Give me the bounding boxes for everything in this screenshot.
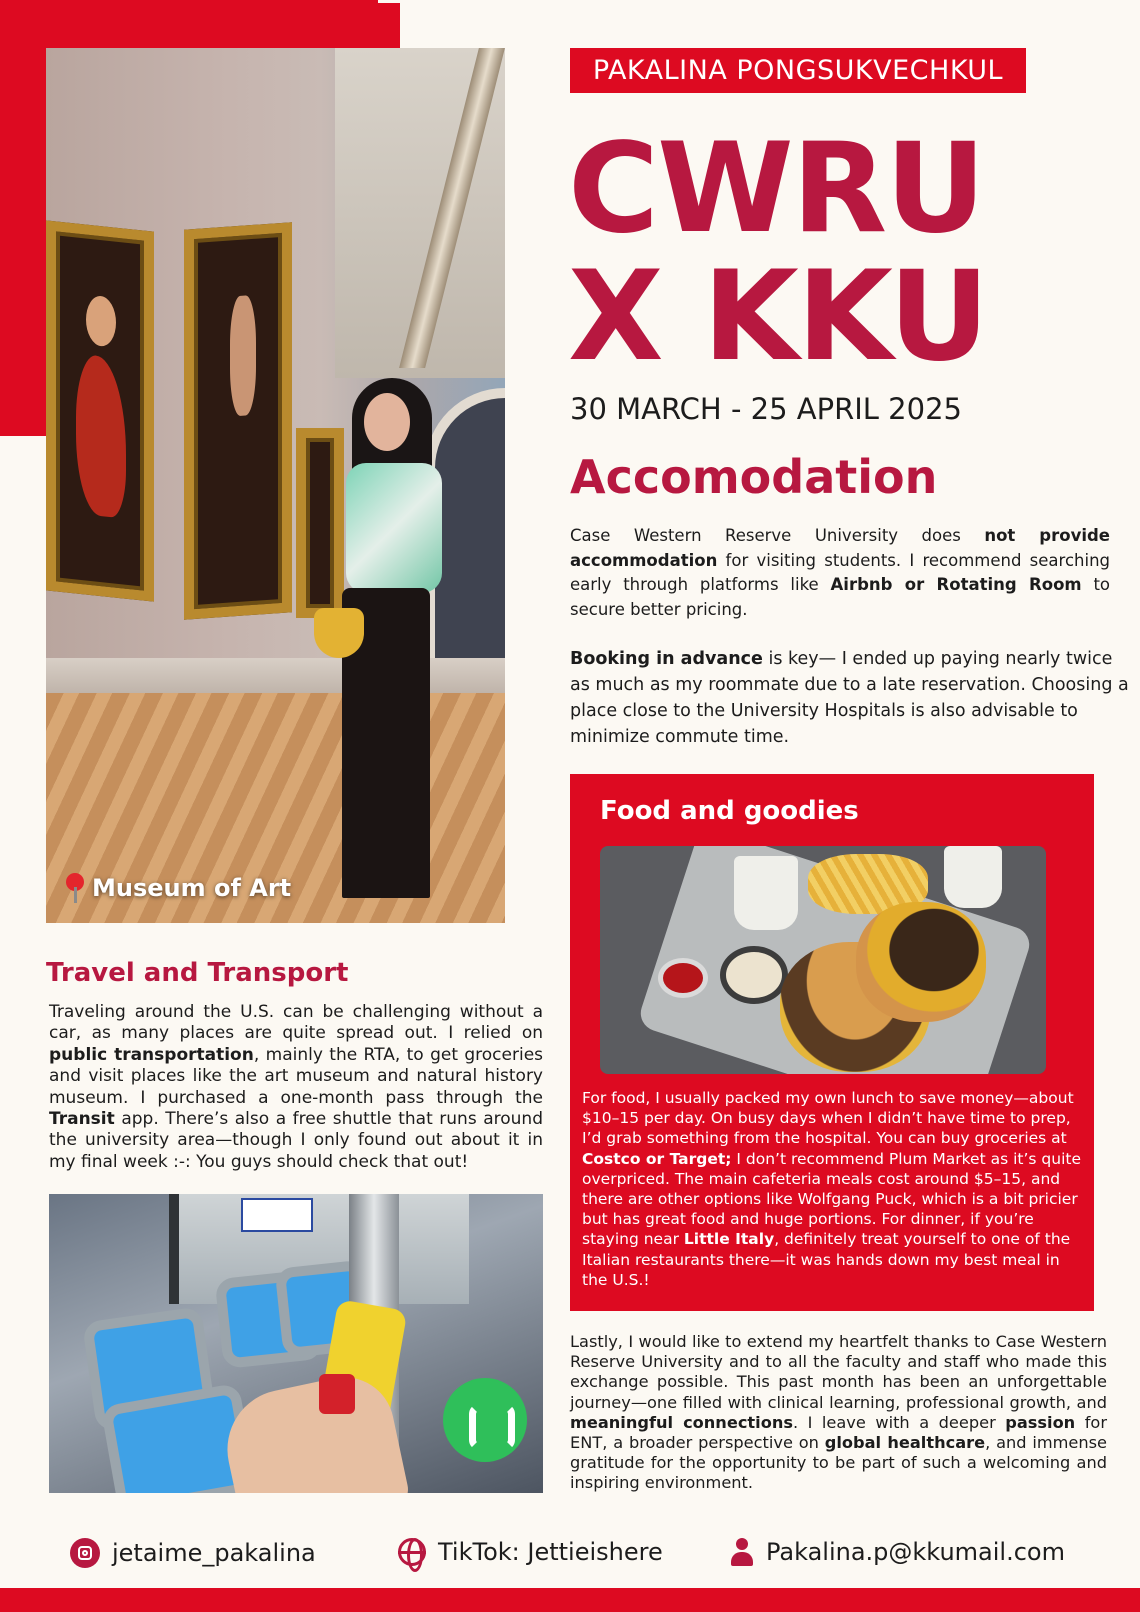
gallery-wainscot: [46, 658, 505, 698]
travel-heading: Travel and Transport: [46, 958, 349, 988]
bold-run: public transportation: [49, 1044, 254, 1065]
food-panel: [570, 774, 1094, 1311]
text-run: is key— I ended up paying nearly twice as much as my roommate due to a late reservation. Choosing a place close to the University Hospitals is also advisable to minimize commute time.: [570, 649, 1129, 747]
headline-line-1: CWRU: [568, 117, 984, 261]
text-run: Lastly, I would like to extend my heartfelt thanks to Case Western Reserve University and to all the faculty and staff who made this exchange possible. This past month has been an unforgettable journey—one filled with clinical learning, professional growth, and: [570, 1332, 1107, 1412]
bold-run: passion: [1005, 1412, 1076, 1432]
paper-cup: [944, 846, 1002, 908]
instagram-icon: [70, 1538, 100, 1568]
footer-instagram[interactable]: [70, 1538, 316, 1568]
text-run: I don’t recommend Plum Market as it’s quite overpriced. The main cafeteria meals cost around $5–15, and there are other options like Wolfgang Puck, which is a bit pricier but has great food and huge portions. For dinner, if you’re staying near: [582, 1149, 1081, 1249]
transit-app-logo-icon: [443, 1378, 527, 1462]
food-heading: Food and goodies: [600, 796, 859, 826]
text-run: . I leave with a deeper: [792, 1412, 1006, 1432]
instagram-handle[interactable]: jetaime_pakalina: [112, 1539, 316, 1567]
text-run: to secure better pricing.: [570, 575, 1111, 619]
bold-run: global healthcare: [824, 1433, 986, 1453]
burger: [856, 902, 986, 1022]
bold-run: Transit: [49, 1109, 115, 1130]
text-run: , mainly the RTA, to get groceries and visit places like the art museum and natural history museum. I purchased a one-month pass through the: [49, 1044, 544, 1108]
bold-run: Costco or Target;: [582, 1149, 732, 1168]
text-run: for visiting students. I recommend searching early through platforms like: [570, 550, 1110, 594]
painting-frame: [184, 222, 292, 620]
bold-run: not provide accommodation: [570, 526, 1110, 570]
text-run: Case Western Reserve University does: [570, 526, 985, 545]
text-run: For food, I usually packed my own lunch to save money—about $10–15 per day. On busy days when I didn’t have time to prep, I’d grab something from the hospital. You can buy groceries at: [582, 1089, 1074, 1148]
sauce-cup: [720, 946, 788, 1004]
program-dates: 30 MARCH - 25 APRIL 2025: [570, 392, 962, 426]
text-run: for ENT, a broader perspective on: [570, 1412, 1107, 1453]
paper-cup: [734, 856, 798, 930]
painting-figure-head: [86, 295, 116, 348]
globe-icon: [398, 1538, 426, 1566]
person-bag: [314, 608, 364, 658]
email-address[interactable]: Pakalina.p@kkumail.com: [766, 1538, 1065, 1566]
red-corner-band-top: [0, 0, 400, 48]
ketchup-cup: [658, 958, 708, 998]
food-paragraph: [582, 1088, 1088, 1290]
map-pin-icon: [64, 873, 86, 903]
name-badge: PAKALINA PONGSUKVECHKUL: [570, 48, 1026, 93]
person-icon: [730, 1538, 754, 1566]
accommodation-paragraph-2: [570, 646, 1130, 750]
bus-photo: [49, 1194, 543, 1493]
headline-line-2: X KKU: [568, 245, 988, 389]
text-run: , definitely treat yourself to one of the Italian restaurants there—it was hands down my best meal in the U.S.!: [582, 1230, 1071, 1289]
closing-paragraph: [570, 1332, 1107, 1494]
stop-button: [319, 1374, 355, 1414]
footer-tiktok[interactable]: [398, 1538, 663, 1566]
tiktok-handle[interactable]: TikTok: Jettieishere: [438, 1538, 663, 1566]
food-photo: [600, 846, 1046, 1074]
bold-run: Little Italy: [683, 1230, 775, 1249]
travel-paragraph: [49, 1002, 543, 1173]
person-face: [364, 393, 410, 451]
museum-caption-text: Museum of Art: [92, 874, 292, 902]
text-run: app. There’s also a free shuttle that runs around the university area—though I only found out about it in my final week :-: You guys should check that out!: [49, 1109, 543, 1172]
text-run: , and immense gratitude for the opportunity to be part of such a welcoming and inspiring environment.: [570, 1433, 1107, 1493]
painting-figure: [230, 295, 256, 417]
painting-red-drape: [76, 353, 126, 518]
museum-caption: [64, 873, 291, 903]
wheelchair-seating-sign: [241, 1198, 313, 1232]
red-corner-band-side: [0, 0, 46, 436]
bold-run: Booking in advance: [570, 649, 763, 669]
accommodation-paragraph-1: [570, 524, 1110, 622]
accommodation-heading: Accomodation: [570, 450, 938, 504]
text-run: Traveling around the U.S. can be challenging without a car, as many places are quite spread out. I relied on: [49, 1002, 543, 1044]
painting-frame: [296, 428, 344, 618]
painting-frame: [46, 220, 154, 601]
footer-email[interactable]: [730, 1538, 1065, 1566]
red-bottom-bar: [0, 1588, 1140, 1612]
person-sweater: [346, 463, 442, 593]
red-corner-notch: [378, 0, 400, 3]
headline: [568, 117, 988, 389]
bold-run: meaningful connections: [570, 1412, 793, 1432]
museum-photo: [46, 48, 505, 923]
bold-run: Airbnb or Rotating Room: [830, 575, 1082, 594]
